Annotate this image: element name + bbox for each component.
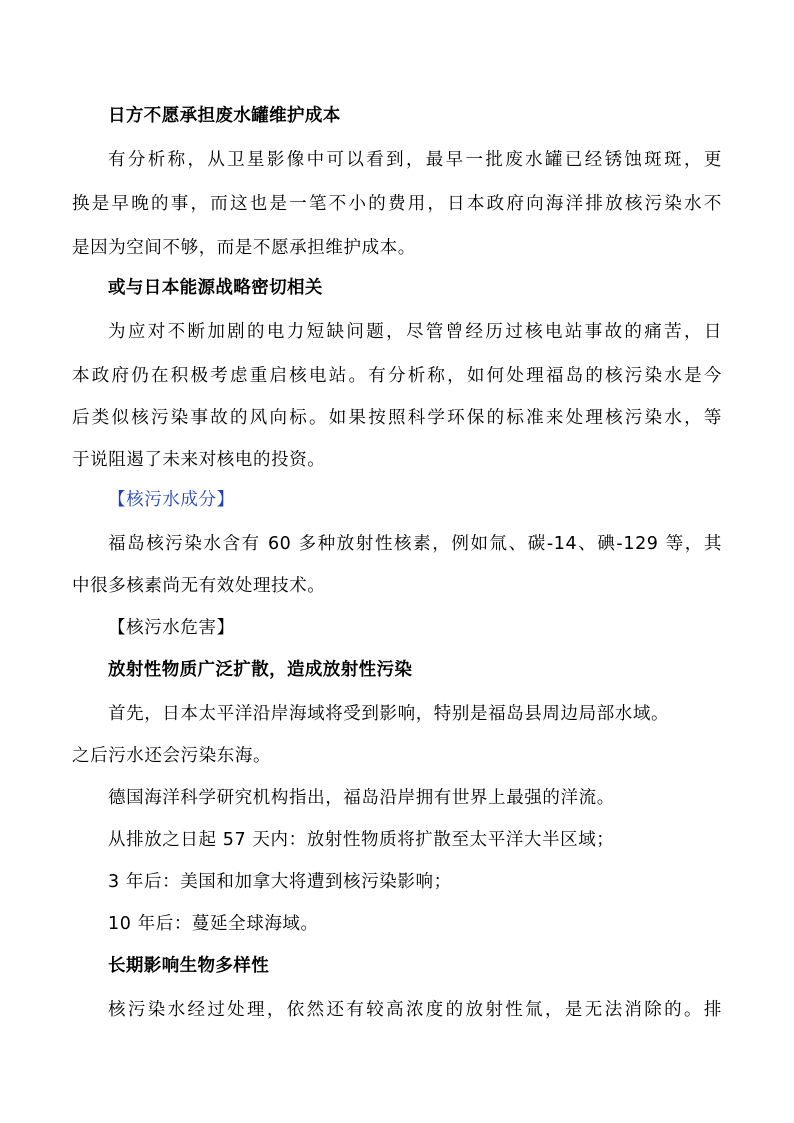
paragraph-line: 换是早晚的事，而这也是一笔不小的费用，日本政府向海洋排放核污染水不: [72, 194, 722, 214]
paragraph-line: 首先，日本太平洋沿岸海域将受到影响，特别是福岛县周边局部水域。: [108, 704, 670, 724]
section-heading-4: 长期影响生物多样性: [108, 956, 270, 976]
section-heading-2: 或与日本能源战略密切相关: [108, 278, 323, 298]
paragraph-line: 3 年后：美国和加拿大将遭到核污染影响；: [108, 872, 452, 892]
paragraph-line: 中很多核素尚无有效处理技术。: [72, 576, 326, 596]
section-heading-3: 放射性物质广泛扩散，造成放射性污染: [108, 660, 413, 680]
paragraph-line: 于说阻遏了未来对核电的投资。: [72, 450, 326, 470]
subsection-label-composition: 【核污水成分】: [108, 490, 235, 510]
paragraph-line: 为应对不断加剧的电力短缺问题，尽管曾经历过核电站事故的痛苦，日: [108, 322, 722, 342]
subsection-label-hazard: 【核污水危害】: [108, 618, 235, 638]
paragraph-line: 之后污水还会污染东海。: [72, 746, 272, 766]
paragraph-line: 是因为空间不够，而是不愿承担维护成本。: [72, 238, 416, 258]
paragraph-line: 核污染水经过处理，依然还有较高浓度的放射性氚，是无法消除的。排: [108, 1000, 722, 1020]
paragraph-line: 从排放之日起 57 天内：放射性物质将扩散至太平洋大半区域；: [108, 830, 615, 850]
section-heading-1: 日方不愿承担废水罐维护成本: [108, 106, 341, 126]
paragraph-line: 10 年后：蔓延全球海域。: [108, 914, 319, 934]
paragraph-line: 本政府仍在积极考虑重启核电站。有分析称，如何处理福岛的核污染水是今: [72, 366, 722, 386]
paragraph-line: 福岛核污染水含有 60 多种放射性核素，例如氚、碳-14、碘-129 等，其: [108, 534, 722, 554]
paragraph-line: 后类似核污染事故的风向标。如果按照科学环保的标准来处理核污染水，等: [72, 408, 722, 428]
paragraph-line: 德国海洋科学研究机构指出，福岛沿岸拥有世界上最强的洋流。: [108, 788, 615, 808]
paragraph-line: 有分析称，从卫星影像中可以看到，最早一批废水罐已经锈蚀斑斑，更: [108, 150, 722, 170]
